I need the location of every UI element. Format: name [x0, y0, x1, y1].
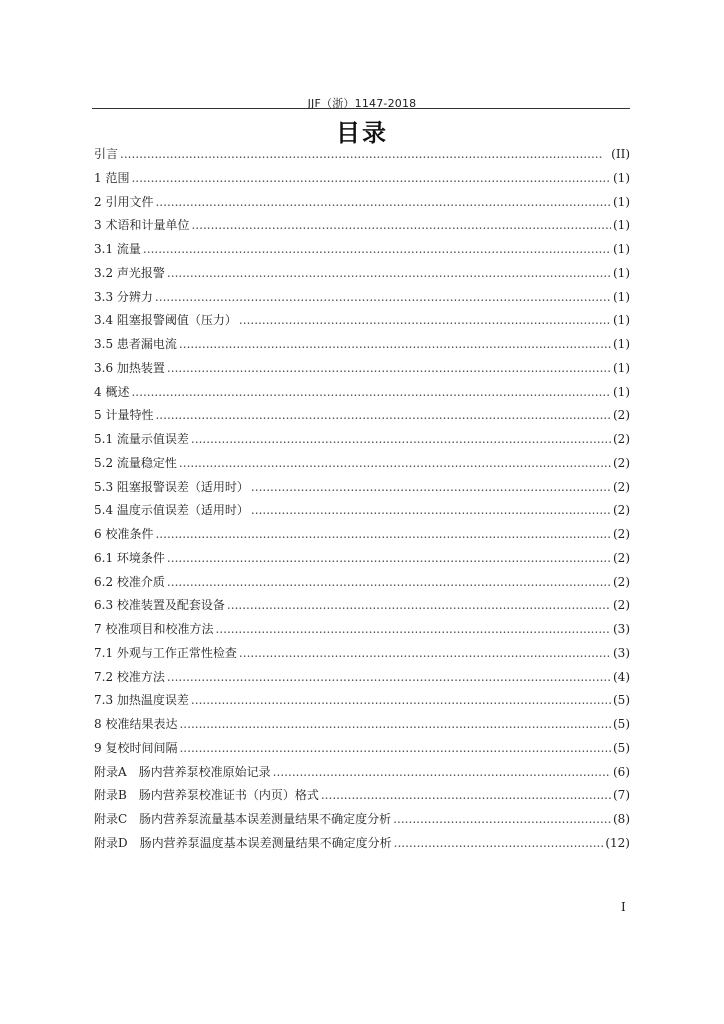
toc-entry[interactable]	[94, 476, 630, 500]
toc-entry-label: 3 术语和计量单位	[94, 218, 190, 233]
toc-entry-label: 引言	[94, 147, 119, 161]
header-rule	[92, 108, 630, 109]
toc-dot-leader	[167, 262, 611, 286]
toc-entry-label: 5 计量特性	[94, 408, 154, 423]
toc-entry-page: (1)	[613, 194, 630, 209]
toc-dot-leader	[179, 452, 611, 476]
toc-entry[interactable]	[94, 808, 630, 832]
toc-entry-page: (1)	[613, 337, 630, 351]
toc-dot-leader	[239, 642, 611, 666]
toc-entry-label: 附录C 肠内营养泵流量基本误差测量结果不确定度分析	[94, 812, 392, 826]
toc-entry-page: (2)	[613, 598, 630, 613]
toc-entry[interactable]	[94, 143, 630, 167]
toc-dot-leader	[215, 618, 611, 642]
toc-dot-leader	[155, 404, 611, 428]
toc-entry-page: (3)	[613, 622, 630, 636]
toc-dot-leader	[273, 761, 611, 785]
toc-entry-label: 5.1 流量示值误差	[94, 432, 189, 446]
toc-entry[interactable]	[94, 428, 630, 452]
toc-dot-leader	[120, 143, 609, 167]
toc-entry[interactable]	[94, 547, 630, 571]
toc-entry-label: 6 校准条件	[94, 527, 154, 541]
toc-dot-leader	[179, 713, 611, 737]
toc-entry-label: 5.2 流量稳定性	[94, 455, 177, 470]
toc-entry[interactable]	[94, 309, 630, 333]
toc-dot-leader	[239, 309, 611, 333]
toc-entry[interactable]	[94, 238, 630, 262]
toc-entry[interactable]	[94, 642, 630, 666]
toc-entry[interactable]	[94, 286, 630, 310]
toc-dot-leader	[394, 832, 604, 856]
toc-entry-page: (II)	[611, 147, 630, 161]
toc-entry-label: 7.2 校准方法	[94, 669, 165, 684]
toc-entry-page: (5)	[613, 693, 630, 708]
toc-entry-label: 附录D 肠内营养泵温度基本误差测量结果不确定度分析	[94, 835, 392, 850]
toc-entry[interactable]	[94, 761, 630, 785]
toc-entry-page: (1)	[613, 289, 630, 304]
toc-entry-label: 6.2 校准介质	[94, 574, 165, 589]
toc-entry-label: 3.4 阻塞报警阈值（压力）	[94, 313, 237, 328]
toc-entry-label: 3.1 流量	[94, 242, 141, 256]
toc-entry-page: (12)	[605, 835, 630, 850]
toc-entry-label: 3.5 患者漏电流	[94, 337, 177, 351]
toc-dot-leader	[251, 499, 611, 523]
toc-entry[interactable]	[94, 832, 630, 856]
toc-entry-label: 4 概述	[94, 384, 130, 399]
toc-dot-leader	[155, 191, 611, 215]
toc-entry-page: (2)	[613, 574, 630, 589]
toc-entry-page: (7)	[613, 788, 630, 803]
toc-entry-label: 3.6 加热装置	[94, 360, 165, 375]
toc-entry[interactable]	[94, 784, 630, 808]
toc-entry-page: (4)	[613, 669, 630, 684]
toc-entry-label: 2 引用文件	[94, 194, 154, 209]
toc-dot-leader	[321, 784, 611, 808]
toc-entry-page: (1)	[613, 360, 630, 375]
toc-entry-page: (2)	[613, 455, 630, 470]
toc-dot-leader	[155, 523, 611, 547]
toc-entry[interactable]	[94, 713, 630, 737]
toc-dot-leader	[179, 333, 611, 357]
toc-entry[interactable]	[94, 167, 630, 191]
toc-entry-page: (2)	[613, 503, 630, 518]
toc-entry-label: 6.3 校准装置及配套设备	[94, 598, 225, 613]
toc-entry-label: 附录A 肠内营养泵校准原始记录	[94, 764, 271, 779]
toc-entry-page: (2)	[613, 408, 630, 423]
toc-entry-page: (1)	[613, 242, 630, 256]
toc-entry-page: (1)	[613, 218, 630, 233]
toc-entry[interactable]	[94, 381, 630, 405]
toc-entry[interactable]	[94, 737, 630, 761]
toc-entry[interactable]	[94, 618, 630, 642]
toc-entry[interactable]	[94, 499, 630, 523]
toc-entry[interactable]	[94, 689, 630, 713]
toc-entry-page: (1)	[613, 170, 630, 185]
toc-entry-label: 9 复校时间间隔	[94, 740, 178, 755]
toc-dot-leader	[393, 808, 611, 832]
toc-entry-label: 7.1 外观与工作正常性检查	[94, 645, 237, 660]
toc-entry-label: 5.4 温度示值误差（适用时）	[94, 503, 249, 518]
toc-entry-label: 7 校准项目和校准方法	[94, 622, 214, 636]
toc-entry-page: (2)	[613, 479, 630, 494]
toc-entry-page: (2)	[613, 550, 630, 565]
toc-entry-page: (1)	[613, 384, 630, 399]
toc-dot-leader	[167, 357, 611, 381]
toc-entry-label: 5.3 阻塞报警误差（适用时）	[94, 479, 249, 494]
toc-dot-leader	[251, 476, 611, 500]
toc-entry-page: (2)	[613, 432, 630, 446]
toc-entry[interactable]	[94, 404, 630, 428]
toc-dot-leader	[143, 238, 611, 262]
toc-dot-leader	[179, 737, 611, 761]
toc-entry[interactable]	[94, 571, 630, 595]
toc-dot-leader	[227, 594, 611, 618]
toc-entry-page: (2)	[613, 527, 630, 541]
toc-entry[interactable]	[94, 666, 630, 690]
toc-dot-leader	[191, 428, 611, 452]
toc-entry-page: (5)	[613, 717, 630, 731]
toc-dot-leader	[167, 571, 611, 595]
page-number: I	[621, 900, 626, 914]
toc-entry-label: 3.3 分辨力	[94, 289, 153, 304]
toc-dot-leader	[191, 689, 611, 713]
table-of-contents	[94, 143, 630, 856]
toc-entry-page: (5)	[613, 740, 630, 755]
toc-entry-label: 1 范围	[94, 170, 130, 185]
toc-entry-page: (3)	[613, 645, 630, 660]
toc-entry[interactable]	[94, 452, 630, 476]
toc-entry[interactable]	[94, 523, 630, 547]
toc-entry-page: (8)	[613, 812, 630, 826]
toc-entry-label: 3.2 声光报警	[94, 265, 165, 280]
toc-dot-leader	[131, 381, 611, 405]
toc-entry-label: 7.3 加热温度误差	[94, 693, 189, 708]
toc-entry[interactable]	[94, 262, 630, 286]
toc-entry[interactable]	[94, 333, 630, 357]
toc-entry-label: 6.1 环境条件	[94, 550, 165, 565]
toc-dot-leader	[155, 286, 611, 310]
toc-entry-page: (6)	[613, 764, 630, 779]
toc-dot-leader	[191, 214, 611, 238]
page-title: 目录	[336, 119, 388, 147]
toc-entry[interactable]	[94, 191, 630, 215]
toc-entry-label: 8 校准结果表达	[94, 717, 178, 731]
toc-entry-page: (1)	[613, 313, 630, 328]
toc-entry-label: 附录B 肠内营养泵校准证书（内页）格式	[94, 788, 319, 803]
toc-entry[interactable]	[94, 357, 630, 381]
toc-dot-leader	[167, 666, 611, 690]
toc-dot-leader	[167, 547, 611, 571]
toc-entry-page: (1)	[613, 265, 630, 280]
standard-code: JJF（浙）1147-2018	[307, 97, 417, 110]
toc-entry[interactable]	[94, 214, 630, 238]
toc-dot-leader	[131, 167, 611, 191]
toc-entry[interactable]	[94, 594, 630, 618]
